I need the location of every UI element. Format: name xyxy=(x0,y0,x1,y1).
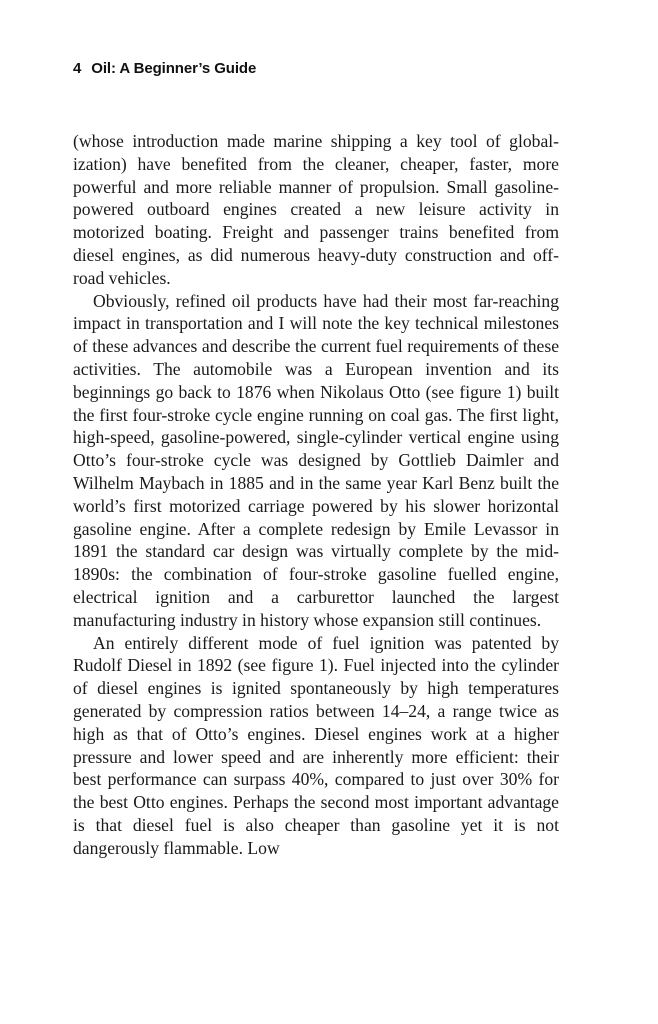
book-title: Oil: A Beginner’s Guide xyxy=(91,60,257,77)
running-head xyxy=(73,60,256,77)
paragraph-continued: (whose introduction made marine shipping a key tool of globalization) have benefited from the cleaner, cheaper, faster, more powerful and more reliable manner of propulsion. Small gasoline-powered outboard engines created a new leisure activity in motorized boating. Freight and passenger trains benefited from diesel engines, as did numerous heavy-duty construction and off-road vehicles. xyxy=(73,131,559,288)
page-number: 4 xyxy=(73,60,82,77)
body-text xyxy=(73,130,559,860)
paragraph-transportation: Obviously, refined oil products have had their most far-reaching impact in transportation and I will note the key technical milestones of these advances and describe the current fuel requirements of these activities. The automobile was a European invention and its beginnings go back to 1876 when Nikolaus Otto (see figure 1) built the first four-stroke cycle engine running on coal gas. The first light, high-speed, gasoline-powered, single-cylinder vertical engine using Otto’s four-stroke cycle was designed by Gottlieb Daimler and Wilhelm Maybach in 1885 and in the same year Karl Benz built the world’s first motorized carriage powered by his slower horizontal gasoline engine. After a complete redesign by Emile Levassor in 1891 the standard car design was virtually complete by the mid-1890s: the combination of four-stroke gasoline fuelled engine, electrical ignition and a carburettor launched the largest manufacturing industry in history whose expansion still continues. xyxy=(73,290,559,630)
paragraph-diesel: An entirely different mode of fuel ignition was patented by Rudolf Diesel in 1892 (see figure 1). Fuel injected into the cylinder of diesel engines is ignited spontaneously by high temperatures generated by compression ratios between 14–24, a range twice as high as that of Otto’s engines. Diesel engines work at a higher pressure and lower speed and are inherently more efficient: their best performance can surpass 40%, compared to just over 30% for the best Otto engines. Perhaps the second most important advantage is that diesel fuel is also cheaper than gasoline yet it is not dangerously flammable. Low xyxy=(73,632,559,858)
